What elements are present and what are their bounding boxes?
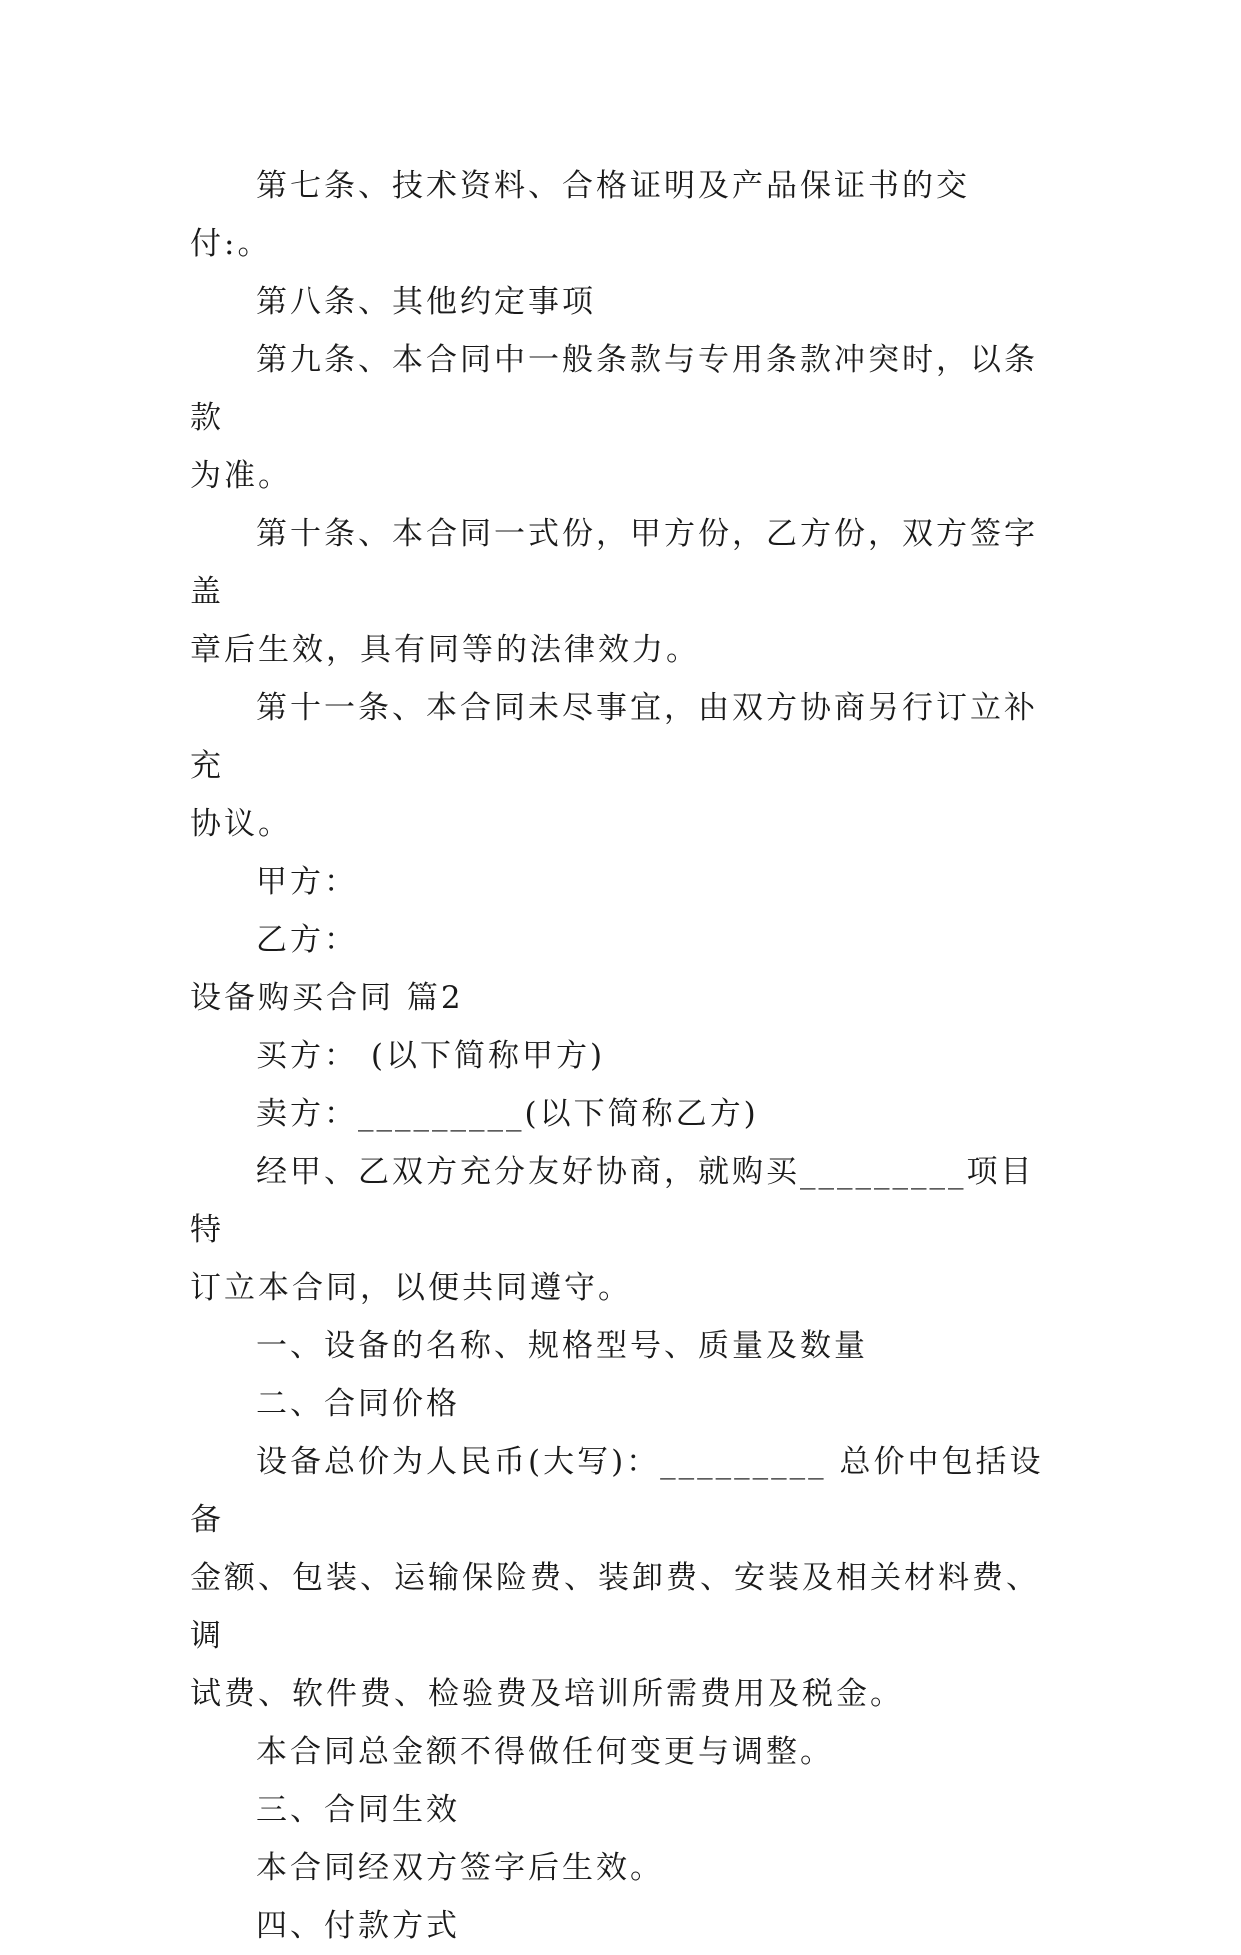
paragraph-line: 经甲、乙双方充分友好协商，就购买_________项目特 [190,1154,1035,1248]
paragraph-price [190,1433,1050,1723]
paragraph-line: 试费、软件费、检验费及培训所需费用及税金。 [190,1676,904,1712]
clause-heading-2 [190,1375,1050,1433]
paragraph-line: 为准。 [190,458,292,494]
paragraph-line: 甲方： [256,864,358,900]
paragraph-line: 设备总价为人民币(大写)：_________ 总价中包括设备 [190,1444,1044,1538]
paragraph-line: 四、付款方式 [256,1908,460,1944]
signature-party-a [190,853,1050,911]
clause-heading-3 [190,1781,1050,1839]
paragraph-line: 买方： (以下简称甲方) [256,1038,606,1074]
section-heading [190,969,1050,1027]
paragraph-effective [190,1839,1050,1897]
paragraph-line: 第七条、技术资料、合格证明及产品保证书的交付:。 [190,168,970,262]
section-heading-text: 设备购买合同 篇2 [190,980,464,1016]
paragraph-line: 一、设备的名称、规格型号、质量及数量 [256,1328,868,1364]
paragraph-line: 章后生效，具有同等的法律效力。 [190,632,700,668]
paragraph-line: 乙方： [256,922,358,958]
paragraph-line: 三、合同生效 [256,1792,460,1828]
paragraph-line: 卖方：_________(以下简称乙方) [256,1096,759,1132]
paragraph-article-10 [190,505,1050,679]
buyer-line [190,1027,1050,1085]
paragraph-article-7 [190,157,1050,273]
signature-party-b [190,911,1050,969]
paragraph-line: 本合同总金额不得做任何变更与调整。 [256,1734,834,1770]
paragraph-article-8 [190,273,1050,331]
seller-line [190,1085,1050,1143]
paragraph-article-11 [190,679,1050,853]
paragraph-line: 二、合同价格 [256,1386,460,1422]
clause-heading-1 [190,1317,1050,1375]
paragraph-line: 协议。 [190,806,292,842]
paragraph-article-9 [190,331,1050,505]
document-body [190,157,1050,1955]
paragraph-line: 第九条、本合同中一般条款与专用条款冲突时，以条款 [190,342,1038,436]
paragraph-line: 第八条、其他约定事项 [256,284,596,320]
paragraph-intro [190,1143,1050,1317]
paragraph-line: 本合同经双方签字后生效。 [256,1850,664,1886]
paragraph-line: 第十一条、本合同未尽事宜，由双方协商另行订立补充 [190,690,1038,784]
paragraph-line: 第十条、本合同一式份，甲方份，乙方份，双方签字盖 [190,516,1038,610]
paragraph-line: 金额、包装、运输保险费、装卸费、安装及相关材料费、调 [190,1560,1040,1654]
paragraph-line: 订立本合同，以便共同遵守。 [190,1270,632,1306]
clause-heading-4 [190,1897,1050,1955]
paragraph-total-fixed [190,1723,1050,1781]
